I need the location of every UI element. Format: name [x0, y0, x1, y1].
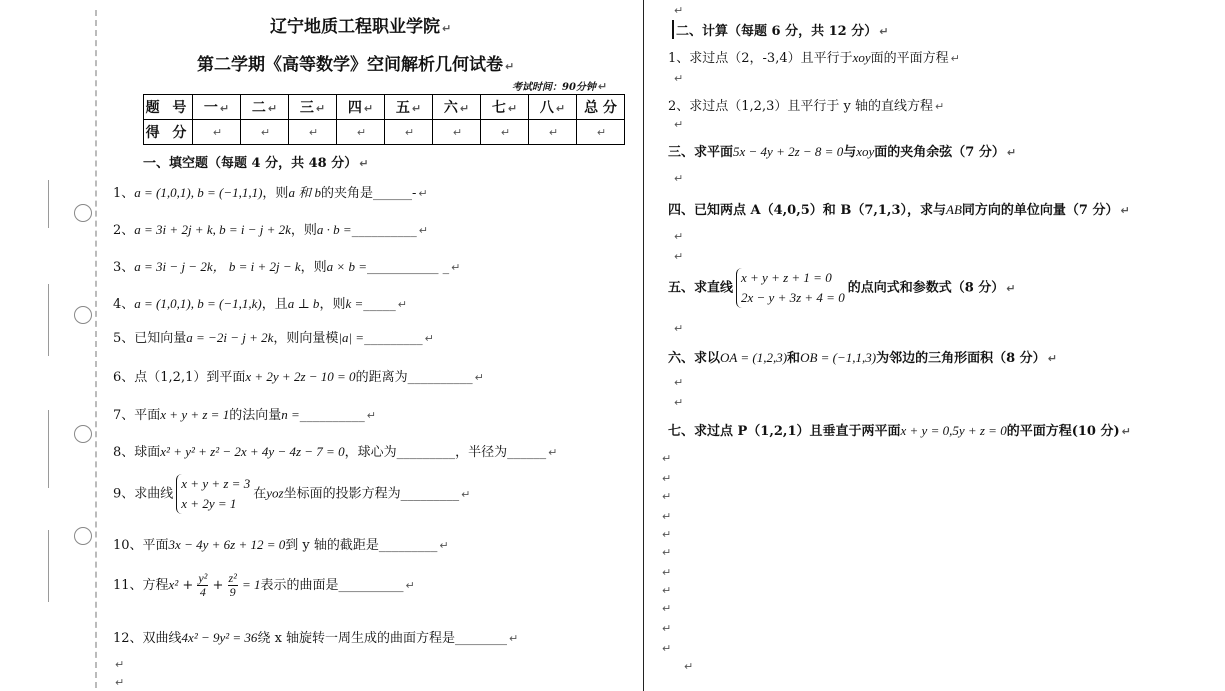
paragraph-mark: ↵: [662, 602, 672, 615]
binder-line: [48, 530, 49, 602]
paragraph-mark: ↵: [662, 546, 672, 559]
question-8: 8、球面x² + y² + z² − 2x + 4y − 4z − 7 = 0，球心为_________，半径为______ ↵: [113, 444, 558, 460]
paragraph-mark: ↵: [674, 172, 684, 185]
margin-dashed-line: [95, 10, 97, 688]
fraction-y: $\frac{\text{y²}}{4}$: [198, 571, 208, 599]
question-5: 5、已知向量a = −2i − j + 2k，则向量模|a| =_________ ↵: [113, 330, 434, 346]
paragraph-mark: ↵: [674, 118, 684, 131]
question-4: 4、a = (1,0,1), b = (−1,1,k)，且a ⊥ b，则k =_____ ↵: [113, 296, 407, 312]
exam-title: 第二学期《高等数学》空间解析几何试卷 ↵: [197, 55, 515, 75]
page-divider: [643, 0, 644, 691]
binder-line: [48, 284, 49, 356]
question-1: 1、a = (1,0,1), b = (−1,1,1)，则a 和 b的夹角是______- ↵: [113, 185, 428, 201]
section1-heading: 一、填空题（每题 4 分，共 48 分） ↵: [143, 156, 369, 171]
paragraph-mark: ↵: [684, 660, 694, 673]
paragraph-mark: ↵: [115, 676, 125, 689]
score-cell[interactable]: ↵: [385, 120, 433, 145]
score-cell[interactable]: ↵: [241, 120, 289, 145]
score-header-cell: 四 ↵: [337, 95, 385, 120]
calc-question-1: 1、求过点（2，-3,4）且平行于xoy面的平面方程 ↵: [668, 50, 960, 66]
score-table: [143, 94, 625, 145]
equation-system: x + y + z + 1 = 0 2x − y + 3z + 4 = 0: [736, 268, 845, 308]
equation-system: x + y + z = 3 x + 2y = 1: [176, 474, 250, 514]
exam-time: 考试时间：90分钟 ↵: [512, 80, 608, 93]
paragraph-mark: ↵: [662, 510, 672, 523]
score-header-total: 总 分: [577, 95, 625, 120]
score-table-score-row: [144, 120, 625, 145]
fraction-z: $\frac{\text{z²}}{9}$: [228, 571, 237, 599]
paragraph-mark: ↵: [662, 490, 672, 503]
score-cell[interactable]: ↵: [529, 120, 577, 145]
binder-hole: [74, 425, 92, 443]
calc-question-2: 2、求过点（1,2,3）且平行于 y 轴的直线方程 ↵: [668, 99, 945, 114]
section2-heading: 二、计算（每题 6 分，共 12 分） ↵: [672, 20, 888, 39]
score-row-label: 得 分: [144, 120, 193, 145]
binder-hole: [74, 527, 92, 545]
question-10: 10、平面3x − 4y + 6z + 12 = 0到 y 轴的截距是_________ ↵: [113, 537, 449, 553]
score-header-cell: 五 ↵: [385, 95, 433, 120]
section4: 四、已知两点 A（4,0,5）和 B（7,1,3），求与AB同方向的单位向量（7 分） ↵: [668, 202, 1130, 218]
binder-hole: [74, 306, 92, 324]
score-cell[interactable]: ↵: [193, 120, 241, 145]
question-9: 9、求曲线 x + y + z = 3 x + 2y = 1 在yoz坐标面的投影方程为_________ ↵: [113, 474, 470, 514]
paragraph-mark: ↵: [662, 452, 672, 465]
paragraph-mark: ↵: [674, 322, 684, 335]
section7: 七、求过点 P（1,2,1）且垂直于两平面x + y = 0,5y + z = 0的平面方程(10 分) ↵: [668, 423, 1131, 439]
score-table-header-row: [144, 95, 625, 120]
section3: 三、求平面5x − 4y + 2z − 8 = 0与xoy面的夹角余弦（7 分） ↵: [668, 144, 1017, 160]
score-header-cell: 六 ↵: [433, 95, 481, 120]
binder-line: [48, 410, 49, 488]
section5: 五、求直线 x + y + z + 1 = 0 2x − y + 3z + 4 = 0 的点向式和参数式（8 分） ↵: [668, 268, 1016, 308]
paragraph-mark: ↵: [115, 658, 125, 671]
score-cell[interactable]: ↵: [433, 120, 481, 145]
paragraph-mark: ↵: [662, 472, 672, 485]
section6: 六、求以OA = (1,2,3)和OB = (−1,1,3)为邻边的三角形面积（8 分） ↵: [668, 350, 1057, 366]
paragraph-mark: ↵: [662, 622, 672, 635]
score-header-label: 题 号: [144, 95, 193, 120]
question-3: 3、a = 3i − j − 2k， b = i + 2j − k，则a × b =___________ _ ↵: [113, 259, 461, 275]
score-header-cell: 三 ↵: [289, 95, 337, 120]
paragraph-mark: ↵: [674, 250, 684, 263]
score-cell[interactable]: ↵: [577, 120, 625, 145]
paragraph-mark: ↵: [674, 230, 684, 243]
question-7: 7、平面x + y + z = 1的法向量n =__________ ↵: [113, 407, 376, 423]
school-title: 辽宁地质工程职业学院 ↵: [270, 17, 452, 37]
question-11: 11、方程x² + $\frac{\text{y²}}{4}$ + $\frac{\text{z²}}{9}$ = 1表示的曲面是__________ ↵: [113, 571, 415, 599]
paragraph-mark: ↵: [662, 642, 672, 655]
paragraph-mark: ↵: [674, 376, 684, 389]
question-12: 12、双曲线4x² − 9y² = 36绕 x 轴旋转一周生成的曲面方程是________ ↵: [113, 630, 519, 646]
binder-line: [48, 180, 49, 228]
score-header-cell: 七 ↵: [481, 95, 529, 120]
binder-hole: [74, 204, 92, 222]
paragraph-mark: ↵: [674, 4, 684, 17]
paragraph-mark: ↵: [674, 72, 684, 85]
score-header-cell: 八 ↵: [529, 95, 577, 120]
question-2: 2、a = 3i + 2j + k, b = i − j + 2k，则a · b =__________ ↵: [113, 222, 428, 238]
score-cell[interactable]: ↵: [289, 120, 337, 145]
question-6: 6、点（1,2,1）到平面x + 2y + 2z − 10 = 0的距离为__________ ↵: [113, 369, 484, 385]
score-cell[interactable]: ↵: [481, 120, 529, 145]
paragraph-mark: ↵: [674, 396, 684, 409]
paragraph-mark: ↵: [662, 528, 672, 541]
paragraph-mark: ↵: [662, 584, 672, 597]
score-cell[interactable]: ↵: [337, 120, 385, 145]
paragraph-mark: ↵: [662, 566, 672, 579]
score-header-cell: 一 ↵: [193, 95, 241, 120]
score-header-cell: 二 ↵: [241, 95, 289, 120]
